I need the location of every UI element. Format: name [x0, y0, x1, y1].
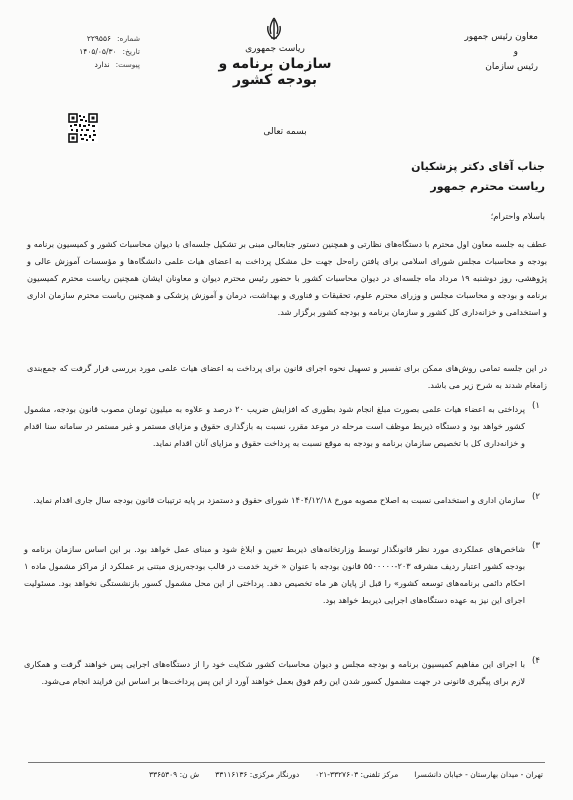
footer-divider	[28, 762, 545, 763]
item-number: ۱)	[532, 401, 540, 411]
list-item	[22, 656, 547, 690]
footer-fax: دورنگار مرکزی: ۳۳۱۱۶۱۳۶	[215, 770, 300, 779]
attachment-label: پیوست:	[115, 60, 140, 69]
footer-code: ش ن: ۳۳۶۵۳۰۹	[149, 770, 200, 779]
greeting: باسلام واحترام؛	[490, 212, 545, 222]
footer-phone: مرکز تلفنی: ۳۳۲۷۶۰۳-۰۲۱	[315, 770, 399, 779]
item-text: با اجرای این مفاهیم کمیسیون برنامه و بودجه مجلس و دیوان محاسبات کشور شکایت خود را از دستگاه‌های اجرایی پس خواهند گرفت و همکاری لازم برای پیگیری قانونی در جهت مشمول کسور شدن این رقم فوق بعمل خواهند آورد از این پس پرداخت‌ها بر اساس این فرایند انجام می‌شود.	[24, 659, 525, 686]
basmala: بسمه تعالی	[263, 127, 307, 137]
number-row	[60, 34, 140, 47]
item-number: ۳)	[532, 541, 540, 551]
date-value: ۱۴۰۵/۰۵/۳۰	[79, 47, 117, 56]
number-label: شماره:	[117, 34, 140, 43]
recipient-title: ریاست محترم جمهور	[430, 180, 545, 193]
signer-and: و	[513, 47, 518, 57]
signer-block	[438, 30, 538, 75]
letter-meta	[60, 34, 140, 73]
second-paragraph: در این جلسه تمامی روش‌های ممکن برای تفسیر و تسهیل نحوه اجرای قانون برای پرداخت به اعضای هیات علمی مورد بررسی قرار گرفت که جمع‌بندی زامغام شدند به شرح زیر می باشد.	[27, 363, 547, 390]
signer-role: رئیس سازمان	[485, 62, 538, 72]
qr-code-icon	[68, 113, 98, 143]
recipient-name: جناب آقای دکتر پزشکیان	[411, 160, 545, 173]
footer-address: تهران - میدان بهارستان - خیابان دانشسرا	[414, 770, 543, 779]
item-text: پرداختی به اعضاء هیات علمی بصورت مبلغ انجام شود بطوری که افزایش ضریب ۲۰ درصد و علاوه به میلیون تومان مصوب قانون بودجه، مشمول کشور خواهد بود و دستگاه ذیربط موظف است مرحله در موعد مقرر، نسبت به بازگذاری حقوق و مزایای مستمر و غیر مستمر در سامانه سنا اقدام و خزانه‌داری کل با تخصیص سازمان برنامه و بودجه به موقع نسبت به پرداخت حقوق و مزایای آنان اقدام نماید.	[24, 404, 525, 448]
date-label: تاریخ:	[122, 47, 140, 56]
list-item	[22, 401, 547, 452]
org-small-title: ریاست جمهوری	[245, 44, 305, 54]
number-value: ۲۲۹۵۵۶	[86, 34, 112, 43]
attachment-row	[60, 60, 140, 73]
emblem-icon	[262, 16, 286, 42]
list-item	[22, 541, 547, 609]
org-main-title: سازمان برنامه و بودجه کشور	[218, 56, 332, 88]
attachment-value: ندارد	[94, 60, 110, 69]
list-item	[22, 492, 547, 509]
item-text: شاخص‌های عملکردی مورد نظر قانونگذار توسط وزارتخانه‌های ذیربط تعیین و ابلاغ شود و مبنای عمل خواهد بود. بر این اساس سازمان برنامه و بودجه کشور اعتبار ردیف مشرقه ۲۰۳-۵۵۰۰۰۰۰ قانون بودجه با عنوان « خرید خدمت در قالب بودجه‌ریزی مبتنی بر عملکرد از مراکز مشمول ماده ۱ احکام دائمی برنامه‌های توسعه کشور» را قبل از پایان هر ماه تخصیص دهد. پرداختی از این محل مشمول کسور بازنشستگی نخواهد بود. مسئولیت اجرای این نیز به عهده دستگاه‌های اجرایی ذیربط خواهد بود.	[24, 544, 525, 605]
date-row	[60, 47, 140, 60]
footer	[30, 770, 543, 779]
item-number: ۲)	[532, 492, 540, 502]
item-number: ۴)	[532, 656, 540, 666]
signer-title: معاون رئیس جمهور	[464, 32, 538, 42]
intro-paragraph: عطف به جلسه معاون اول محترم با دستگاه‌های نظارتی و همچنین دستور جنابعالی مبنی بر تشکیل جلسه‌ای با دیوان محاسبات کشور و کمیسیون برنامه و بودجه و محاسبات مجلس شورای اسلامی برای یافتن راه‌حل جهت حل مشکل پرداخت به اعضای هیات علمی دانشگاه‌ها و مؤسسات آموزش عالی و پژوهشی، روز دوشنبه ۱۹ مرداد ماه جلسه‌ای در دیوان محاسبات کشور با حضور رئیس محترم دیوان و معاونان ایشان همچنین ریاست محترم کمیسیون برنامه و بودجه و محاسبات مجلس و وزرای محترم علوم، تحقیقات و فناوری و بهداشت، درمان و آموزش پزشکی و همچنین ریاست محترم سازمان اداری و استخدامی و خزانه‌داری کل کشور و سازمان برنامه و بودجه کشور برگزار شد.	[27, 239, 547, 317]
item-text: سازمان اداری و استخدامی نسبت به اصلاح مصوبه مورخ ۱۴۰۴/۱۲/۱۸ شورای حقوق و دستمزد بر پایه ترتیبات قانون بودجه سال جاری اقدام نماید.	[33, 495, 525, 505]
